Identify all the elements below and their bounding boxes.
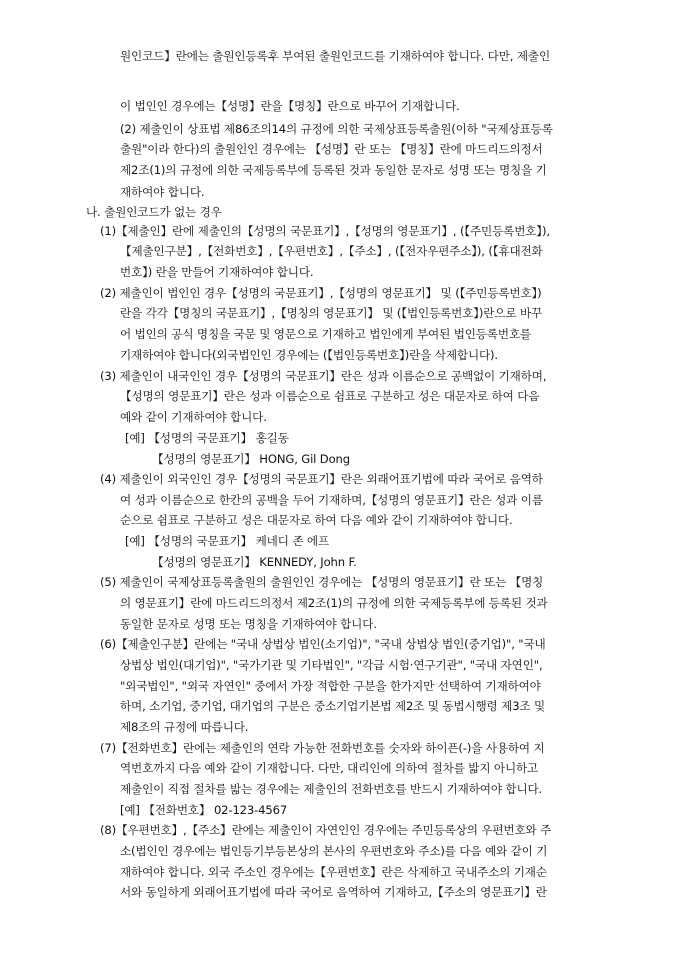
text-line: (1)【제출인】란에 제출인의【성명의 국문표기】,【성명의 영문표기】, (【주민등록번호】), bbox=[100, 224, 550, 238]
text-line: (2) 제출인이 법인인 경우【성명의 국문표기】,【성명의 영문표기】 및 (【주민등록번호】) bbox=[100, 286, 542, 300]
text-line: 출원"이라 한다)의 출원인인 경우에는 【성명】란 또는 【명칭】란에 마드리드의정서 bbox=[120, 142, 543, 156]
text-line: 여 성과 이름순으로 한칸의 공백을 두어 기재하며,【성명의 영문표기】란은 성과 이름 bbox=[120, 493, 543, 507]
text-line: 란을 각각【명칭의 국문표기】,【명칭의 영문표기】 및 (【법인등록번호】)란으로 바꾸 bbox=[120, 306, 543, 320]
text-line: 【성명의 영문표기】란은 성과 이름순으로 쉼표로 구분하고 성은 대문자로 하여 다음 bbox=[120, 389, 540, 403]
text-line: 상법상 법인(대기업)", "국가기관 및 기타법인", "각급 시험·연구기관", "국내 자연인", bbox=[120, 658, 543, 672]
text-line: 원인코드】란에는 출원인등록후 부여된 출원인코드를 기재하여야 합니다. 다만, 제출인 bbox=[120, 49, 550, 63]
text-line: (5) 제출인이 국제상표등록출원의 출원인인 경우에는 【성명의 영문표기】란 또는 【명칭 bbox=[100, 575, 544, 589]
text-line: (3) 제출인이 내국인인 경우【성명의 국문표기】란은 성과 이름순으로 공백없이 기재하며, bbox=[100, 369, 547, 383]
text-line: (2) 제출인이 상표법 제86조의14의 규정에 의한 국제상표등록출원(이하 "국제상표등록 bbox=[120, 122, 553, 136]
text-line: 【제출인구분】,【전화번호】,【우편번호】,【주소】, (【전자우편주소】), (【휴대전화 bbox=[120, 244, 543, 258]
text-line: 이 법인인 경우에는【성명】란을【명칭】란으로 바꾸어 기재합니다. bbox=[120, 99, 460, 113]
text-line: 예와 같이 기재하여야 합니다. bbox=[120, 410, 267, 424]
text-line: 역번호까지 다음 예와 같이 기재합니다. 다만, 대리인에 의하여 절차를 밟지 아니하고 bbox=[120, 761, 539, 775]
example-line: 【성명의 영문표기】 KENNEDY, John F. bbox=[152, 555, 357, 569]
text-line: 제2조(1)의 규정에 의한 국제등록부에 등록된 것과 동일한 문자로 성명 또는 명칭을 기 bbox=[120, 163, 547, 177]
section-heading: 나. 출원인코드가 없는 경우 bbox=[86, 205, 222, 219]
text-line: (7)【전화번호】란에는 제출인의 연락 가능한 전화번호를 숫자와 하이픈(-)을 사용하여 지 bbox=[100, 741, 545, 755]
text-line: 번호】) 란을 만들어 기재하여야 합니다. bbox=[120, 265, 314, 279]
text-line: (4) 제출인이 외국인인 경우【성명의 국문표기】란은 외래어표기법에 따라 국어로 음역하 bbox=[100, 472, 543, 486]
example-line: [예] 【성명의 국문표기】 케네디 존 에프 bbox=[125, 534, 330, 548]
example-line: 【성명의 영문표기】 HONG, Gil Dong bbox=[152, 452, 350, 466]
text-line: 기재하여야 합니다(외국법인인 경우에는 (【법인등록번호】)란을 삭제합니다). bbox=[120, 348, 498, 362]
text-line: 의 영문표기】란에 마드리드의정서 제2조(1)의 규정에 의한 국제등록부에 등록된 것과 bbox=[120, 596, 548, 610]
text-line: 소(법인인 경우에는 법인등기부등본상의 본사의 우편번호와 주소)를 다음 예와 같이 기 bbox=[120, 844, 548, 858]
text-line: 하며, 소기업, 중기업, 대기업의 구분은 중소기업기본법 제2조 및 동법시행령 제3조 및 bbox=[120, 699, 546, 713]
example-line: [예] 【성명의 국문표기】 홍길동 bbox=[125, 431, 289, 445]
example-line: [예] 【전화번호】 02-123-4567 bbox=[120, 803, 288, 817]
text-line: 동일한 문자로 성명 또는 명칭을 기재하여야 합니다. bbox=[120, 617, 377, 631]
text-line: "외국법인", "외국 자연인" 중에서 가장 적합한 구분을 한가지만 선택하여 기재하여야 bbox=[120, 679, 541, 693]
text-line: 순으로 쉼표로 구분하고 성은 대문자로 하여 다음 예와 같이 기재하여야 합니다. bbox=[120, 513, 513, 527]
text-line: (6)【제출인구분】란에는 "국내 상법상 법인(소기업)", "국내 상법상 법인(중기업)", "국내 bbox=[100, 637, 546, 651]
text-line: 제출인이 직접 절차를 밟는 경우에는 제출인의 전화번호를 반드시 기재하여야 합니다. bbox=[120, 782, 543, 796]
text-line: 어 법인의 공식 명칭을 국문 및 영문으로 기재하고 법인에게 부여된 법인등록번호를 bbox=[120, 327, 532, 341]
text-line: 재하여야 합니다. bbox=[120, 185, 205, 199]
text-line: (8)【우편번호】,【주소】란에는 제출인이 자연인인 경우에는 주민등록상의 우편번호와 주 bbox=[100, 823, 552, 837]
text-line: 재하여야 합니다. 외국 주소인 경우에는【우편번호】란은 삭제하고 국내주소의 기재순 bbox=[120, 865, 547, 879]
text-line: 서와 동일하게 외래어표기법에 따라 국어로 음역하여 기재하고,【주소의 영문표기】란 bbox=[120, 885, 547, 899]
text-line: 제8조의 규정에 따릅니다. bbox=[120, 720, 249, 734]
